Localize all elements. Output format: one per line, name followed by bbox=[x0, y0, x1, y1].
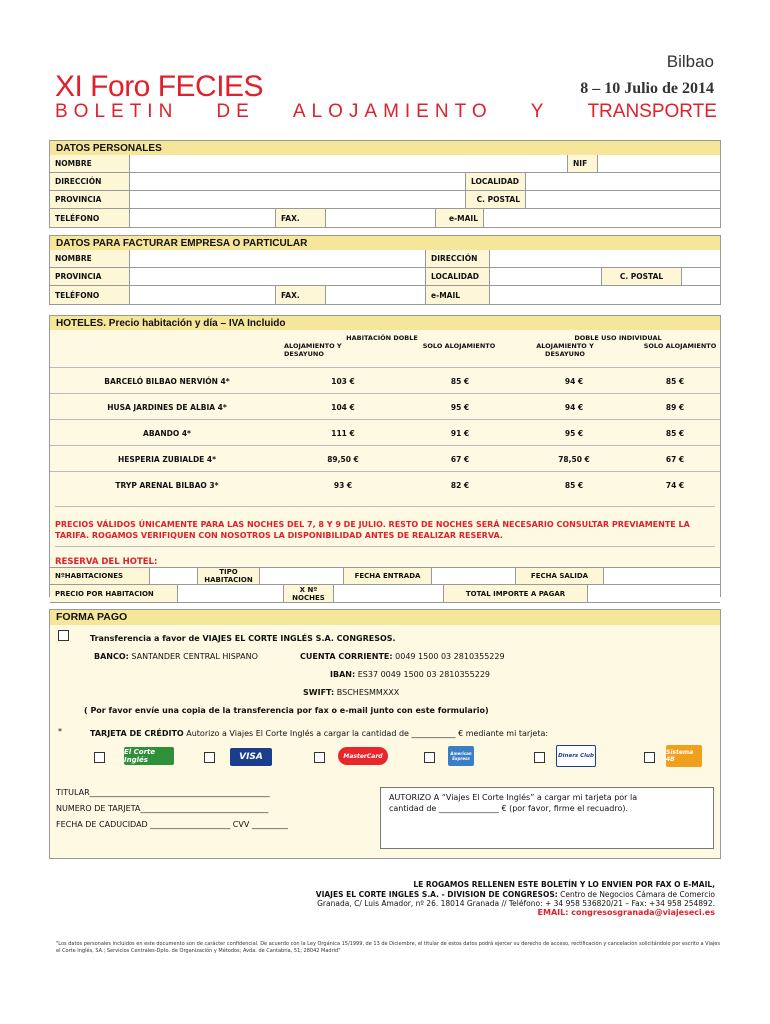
hotel-name: BARCELÓ BILBAO NERVIÓN 4* bbox=[104, 376, 230, 386]
input-precio-habitacion[interactable] bbox=[178, 585, 284, 603]
payment-heading: FORMA PAGO bbox=[50, 610, 720, 625]
input-nombre[interactable] bbox=[130, 155, 568, 173]
hotel-row bbox=[50, 393, 720, 419]
footer-line-1: LE ROGAMOS RELLENEN ESTE BOLETÍN Y LO ENVIEN POR FAX O E-MAIL, bbox=[413, 880, 715, 889]
billing-label-provincia: PROVINCIA bbox=[50, 268, 130, 286]
card-bullet: * bbox=[58, 727, 62, 736]
hotel-price: 85 € bbox=[665, 376, 685, 386]
transfer-checkbox[interactable] bbox=[58, 630, 69, 641]
hotel-price: 94 € bbox=[564, 402, 584, 412]
transfer-text: Transferencia a favor de VIAJES EL CORTE INGLÉS S.A. CONGRESOS. bbox=[90, 634, 396, 643]
hotel-price: 82 € bbox=[450, 480, 470, 490]
cvv-input[interactable]: _________ bbox=[251, 820, 288, 829]
4b-logo: Sistema 4B bbox=[666, 745, 702, 767]
billing-label-nombre: NOMBRE bbox=[50, 250, 130, 268]
hotel-price: 85 € bbox=[564, 480, 584, 490]
card-4b-checkbox[interactable] bbox=[644, 752, 655, 763]
header-col1: ALOJAMIENTO Y DESAYUNO bbox=[284, 342, 342, 358]
hotel-price: 103 € bbox=[331, 376, 355, 386]
amex-logo: American Express bbox=[448, 746, 474, 766]
iban-value: ES37 0049 1500 03 2810355229 bbox=[357, 670, 490, 679]
personal-data-section bbox=[49, 140, 721, 228]
subtitle-word-3: ALOJAMIENTO bbox=[292, 101, 493, 122]
hotel-price: 95 € bbox=[450, 402, 470, 412]
label-nombre: NOMBRE bbox=[50, 155, 130, 173]
billing-data-section bbox=[49, 235, 721, 305]
hotel-name: HUSA JARDINES DE ALBIA 4* bbox=[107, 402, 227, 412]
billing-input-nombre[interactable] bbox=[130, 250, 426, 268]
input-provincia[interactable] bbox=[130, 191, 466, 209]
hotel-row bbox=[50, 367, 720, 393]
hotel-price: 111 € bbox=[331, 428, 355, 438]
billing-input-direccion[interactable] bbox=[490, 250, 720, 268]
billing-input-provincia[interactable] bbox=[130, 268, 426, 286]
swift-value: BSCHESMMXXX bbox=[336, 688, 400, 697]
hotel-price: 104 € bbox=[331, 402, 355, 412]
swift-line bbox=[303, 688, 399, 697]
card-visa-checkbox[interactable] bbox=[204, 752, 215, 763]
hotel-price: 78,50 € bbox=[558, 454, 590, 464]
hotel-row bbox=[50, 471, 720, 497]
hotel-price: 91 € bbox=[450, 428, 470, 438]
hotel-name: ABANDO 4* bbox=[143, 428, 191, 438]
transfer-copy-note: ( Por favor envíe una copia de la transferencia por fax o e-mail junto con este formulario) bbox=[84, 706, 489, 715]
header-col4: SOLO ALOJAMIENTO bbox=[643, 342, 717, 350]
billing-input-telefono[interactable] bbox=[130, 286, 276, 304]
subtitle-word-5: TRANSPORTE bbox=[587, 101, 717, 122]
header-habitacion-doble: HABITACIÓN DOBLE bbox=[346, 334, 418, 342]
label-fecha-salida: FECHA SALIDA bbox=[516, 567, 604, 585]
input-fecha-salida[interactable] bbox=[604, 567, 720, 585]
hotel-price: 85 € bbox=[450, 376, 470, 386]
billing-label-cpostal: C. POSTAL bbox=[602, 268, 682, 286]
label-nif: NIF bbox=[568, 155, 598, 173]
header-col2: SOLO ALOJAMIENTO bbox=[422, 342, 496, 350]
numero-line bbox=[56, 804, 268, 813]
autoriza-line-2 bbox=[389, 803, 705, 814]
label-email: e-MAIL bbox=[436, 209, 484, 227]
input-tipo-habitacion[interactable] bbox=[260, 567, 344, 585]
subtitle-word-2: DE bbox=[216, 101, 255, 122]
hotel-price: 89 € bbox=[665, 402, 685, 412]
hotel-row bbox=[50, 445, 720, 471]
input-localidad[interactable] bbox=[526, 173, 720, 191]
autoriza-amount-blank[interactable]: _______________ bbox=[438, 804, 499, 813]
card-amex-checkbox[interactable] bbox=[424, 752, 435, 763]
label-cpostal: C. POSTAL bbox=[466, 191, 526, 209]
autoriza-tail: € (por favor, firme el recuadro). bbox=[501, 804, 629, 813]
label-provincia: PROVINCIA bbox=[50, 191, 130, 209]
visa-logo: VISA bbox=[230, 748, 272, 766]
footer-email-label: EMAIL: bbox=[537, 908, 569, 917]
input-x-noches[interactable] bbox=[334, 585, 444, 603]
event-city: Bilbao bbox=[666, 52, 714, 71]
hotels-section bbox=[49, 315, 721, 602]
autoriza-cantidad-label: cantidad de bbox=[389, 804, 437, 813]
personal-data-heading: DATOS PERSONALES bbox=[50, 141, 720, 155]
subtitle-word-1: BOLETIN bbox=[55, 101, 179, 122]
banco-line bbox=[94, 652, 258, 661]
card-line bbox=[90, 729, 548, 738]
input-cpostal[interactable] bbox=[526, 191, 720, 209]
hotel-price: 94 € bbox=[564, 376, 584, 386]
reserva-heading: RESERVA DEL HOTEL: bbox=[55, 546, 715, 568]
label-precio-habitacion: PRECIO POR HABITACION bbox=[50, 585, 178, 603]
caducidad-label: FECHA DE CADUCIDAD bbox=[56, 820, 148, 829]
hotel-price: 67 € bbox=[450, 454, 470, 464]
prices-notice: PRECIOS VÁLIDOS ÚNICAMENTE PARA LAS NOCHES DEL 7, 8 Y 9 DE JULIO. RESTO DE NOCHES SERÁ NECESARIO CONSULTAR PREVIAMENTE LA TARIFA. ROGAMOS VERIFIQUEN CON NOSOTROS LA DISPONIBILIDAD ANTES DE REALIZAR RESERVA. bbox=[55, 506, 715, 541]
label-direccion: DIRECCIÓN bbox=[50, 173, 130, 191]
card-text-blank: ___________ bbox=[411, 729, 456, 738]
numero-input[interactable]: ________________________________ bbox=[140, 804, 269, 813]
input-fax[interactable] bbox=[326, 209, 436, 227]
hotel-price: 85 € bbox=[665, 428, 685, 438]
footer-email-link[interactable]: congresosgranada@viajeseci.es bbox=[571, 908, 715, 917]
cuenta-line bbox=[300, 652, 505, 661]
billing-input-fax[interactable] bbox=[326, 286, 426, 304]
footer-line-2 bbox=[75, 890, 715, 899]
label-x-noches: X Nº NOCHES bbox=[284, 585, 334, 603]
label-fax: FAX. bbox=[276, 209, 326, 227]
event-dates: 8 – 10 Julio de 2014 bbox=[580, 80, 714, 97]
label-fecha-entrada: FECHA ENTRADA bbox=[344, 567, 432, 585]
titular-line bbox=[56, 788, 270, 797]
card-eci-checkbox[interactable] bbox=[94, 752, 105, 763]
hotel-price: 74 € bbox=[665, 480, 685, 490]
label-total-importe: TOTAL IMPORTE A PAGAR bbox=[444, 585, 588, 603]
eci-card-logo: El Corte Inglés bbox=[124, 747, 174, 765]
caducidad-input[interactable]: ____________________ bbox=[150, 820, 231, 829]
billing-label-direccion: DIRECCIÓN bbox=[426, 250, 490, 268]
billing-label-email: e-MAIL bbox=[426, 286, 490, 304]
input-email[interactable] bbox=[484, 209, 720, 227]
hotel-price: 89,50 € bbox=[327, 454, 359, 464]
legal-notice: "Los datos personales incluidos en este documento son de carácter confidencial. De acuerdo con la Ley Orgánica 15/1999, de 13 de Diciembre, el titular de estos datos podrá ejercer su derecho de acceso, rectificación y cancelación solicitándolo por escrito a Viajes el Corte Inglés, SA.; Servicios Centrales-Dpto. de Organización y Métodos; Avda. de Cantabria, 51; 28042 Madrid" bbox=[56, 941, 720, 954]
hotel-price: 95 € bbox=[564, 428, 584, 438]
banco-label: BANCO: bbox=[94, 652, 129, 661]
billing-input-cpostal[interactable] bbox=[682, 268, 720, 286]
hotels-heading: HOTELES. Precio habitación y día – IVA Incluido bbox=[50, 316, 720, 330]
mastercard-logo: MasterCard bbox=[338, 747, 388, 765]
input-direccion[interactable] bbox=[130, 173, 466, 191]
header-doble-uso-individual: DOBLE USO INDIVIDUAL bbox=[574, 334, 662, 342]
cuenta-value: 0049 1500 03 2810355229 bbox=[395, 652, 505, 661]
caducidad-line bbox=[56, 820, 288, 829]
card-text-a: Autorizo a Viajes El Corte Inglés a cargar la cantidad de bbox=[186, 729, 409, 738]
hotel-name: HESPERIA ZUBIALDE 4* bbox=[117, 454, 217, 464]
billing-data-heading: DATOS PARA FACTURAR EMPRESA O PARTICULAR bbox=[50, 236, 720, 250]
label-localidad: LOCALIDAD bbox=[466, 173, 526, 191]
label-telefono: TELÉFONO bbox=[50, 209, 130, 227]
footer-company: VIAJES EL CORTE INGLES S.A. - DIVISION DE CONGRESOS: bbox=[315, 890, 558, 899]
input-total-importe[interactable] bbox=[588, 585, 720, 603]
payment-section bbox=[49, 609, 721, 859]
swift-label: SWIFT: bbox=[303, 688, 335, 697]
form-subtitle bbox=[55, 101, 717, 123]
banco-value: SANTANDER CENTRAL HISPANO bbox=[131, 652, 258, 661]
label-n-habitaciones: NºHABITACIONES bbox=[50, 567, 150, 585]
input-fecha-entrada[interactable] bbox=[432, 567, 516, 585]
billing-label-telefono: TELÉFONO bbox=[50, 286, 130, 304]
card-mastercard-checkbox[interactable] bbox=[314, 752, 325, 763]
label-tipo-habitacion: TIPO HABITACION bbox=[198, 567, 260, 585]
hotel-price: 93 € bbox=[333, 480, 353, 490]
cuenta-label: CUENTA CORRIENTE: bbox=[300, 652, 393, 661]
titular-label: TITULAR bbox=[56, 788, 90, 797]
subtitle-word-4: Y bbox=[530, 101, 550, 122]
billing-label-fax: FAX. bbox=[276, 286, 326, 304]
signature-box[interactable] bbox=[380, 787, 714, 849]
titular-input[interactable]: _____________________________________________ bbox=[89, 788, 270, 797]
header-col3: ALOJAMIENTO Y DESAYUNO bbox=[536, 342, 594, 358]
input-telefono[interactable] bbox=[130, 209, 276, 227]
cvv-label: CVV bbox=[232, 820, 250, 829]
iban-line bbox=[330, 670, 490, 679]
footer-company-address: Centro de Negocios Cámara de Comercio bbox=[560, 890, 715, 899]
input-n-habitaciones[interactable] bbox=[150, 567, 198, 585]
autoriza-line-1: AUTORIZO A “Viajes El Corte Inglés” a cargar mi tarjeta por la bbox=[389, 793, 638, 802]
footer-email-line bbox=[75, 908, 715, 917]
diners-logo: Diners Club bbox=[556, 745, 596, 767]
hotel-row bbox=[50, 419, 720, 445]
numero-label: NUMERO DE TARJETA bbox=[56, 804, 141, 813]
billing-label-localidad: LOCALIDAD bbox=[426, 268, 490, 286]
input-nif[interactable] bbox=[598, 155, 720, 173]
iban-label: IBAN: bbox=[330, 670, 356, 679]
billing-input-localidad[interactable] bbox=[490, 268, 602, 286]
card-diners-checkbox[interactable] bbox=[534, 752, 545, 763]
card-text-b: € mediante mi tarjeta: bbox=[458, 729, 549, 738]
event-title: XI Foro FECIES bbox=[55, 70, 264, 103]
hotel-name: TRYP ARENAL BILBAO 3* bbox=[115, 480, 219, 490]
footer-line-3: Granada, C/ Luis Amador, nº 26. 18014 Granada // Teléfono: + 34 958 536820/21 – Fax: +34 958 254892. bbox=[317, 899, 715, 908]
card-label: TARJETA DE CRÉDITO bbox=[90, 729, 184, 738]
billing-input-email[interactable] bbox=[490, 286, 720, 304]
hotel-price: 67 € bbox=[665, 454, 685, 464]
